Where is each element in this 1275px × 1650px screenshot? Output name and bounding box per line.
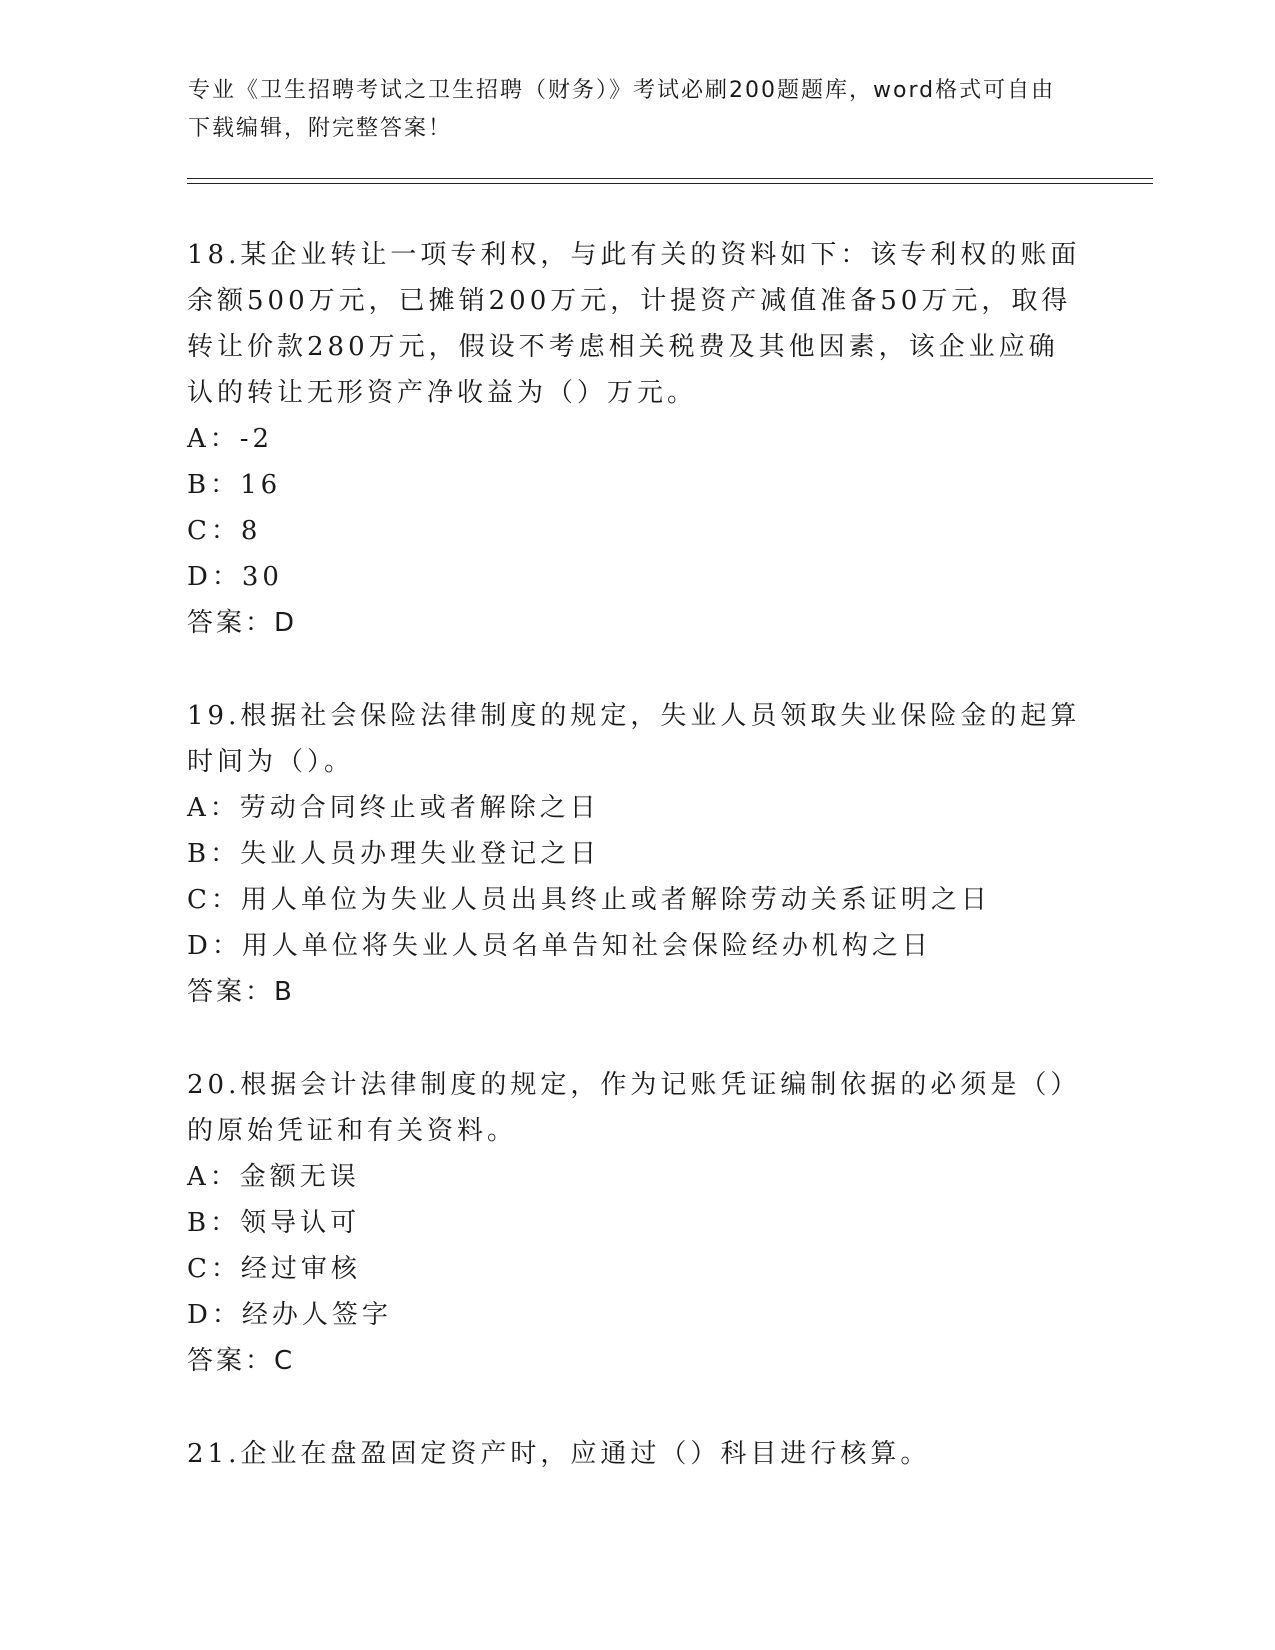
option-d: D：用人单位将失业人员名单告知社会保险经办机构之日	[187, 931, 932, 961]
question-stem: 20.根据会计法律制度的规定，作为记账凭证编制依据的必须是（）的原始凭证和有关资料。	[187, 1070, 1081, 1146]
question-18	[187, 232, 1087, 646]
option-c: C：用人单位为失业人员出具终止或者解除劳动关系证明之日	[187, 885, 991, 915]
question-19	[187, 693, 1087, 1015]
option-b: B：失业人员办理失业登记之日	[187, 839, 601, 869]
option-d: D：经办人签字	[187, 1300, 392, 1330]
question-21	[187, 1431, 1087, 1477]
answer-line: 答案：B	[187, 977, 295, 1007]
question-stem: 21.企业在盘盈固定资产时，应通过（）科目进行核算。	[187, 1439, 931, 1469]
answer-line: 答案：D	[187, 608, 298, 638]
document-header: 专业《卫生招聘考试之卫生招聘（财务）》考试必刷200题题库，word格式可自由下载编辑，附完整答案！	[188, 78, 1056, 141]
question-stem: 18.某企业转让一项专利权，与此有关的资料如下：该专利权的账面余额500万元，已摊销200万元，计提资产减值准备50万元，取得转让价款280万元，假设不考虑相关税费及其他因素，该企业应确认的转让无形资产净收益为（）万元。	[187, 240, 1081, 408]
header-divider-bottom	[187, 183, 1153, 184]
option-a: A：劳动合同终止或者解除之日	[187, 793, 600, 823]
option-a: A：-2	[187, 424, 274, 454]
option-c: C：经过审核	[187, 1254, 361, 1284]
question-20	[187, 1062, 1087, 1384]
option-b: B：16	[187, 470, 282, 500]
option-b: B：领导认可	[187, 1208, 361, 1238]
header-divider-top	[187, 178, 1153, 179]
answer-line: 答案：C	[187, 1346, 296, 1376]
option-c: C：8	[187, 516, 262, 546]
question-stem: 19.根据社会保险法律制度的规定，失业人员领取失业保险金的起算时间为（）。	[187, 701, 1081, 777]
question-list	[187, 232, 1087, 1524]
option-a: A：金额无误	[187, 1162, 360, 1192]
option-d: D：30	[187, 562, 283, 592]
